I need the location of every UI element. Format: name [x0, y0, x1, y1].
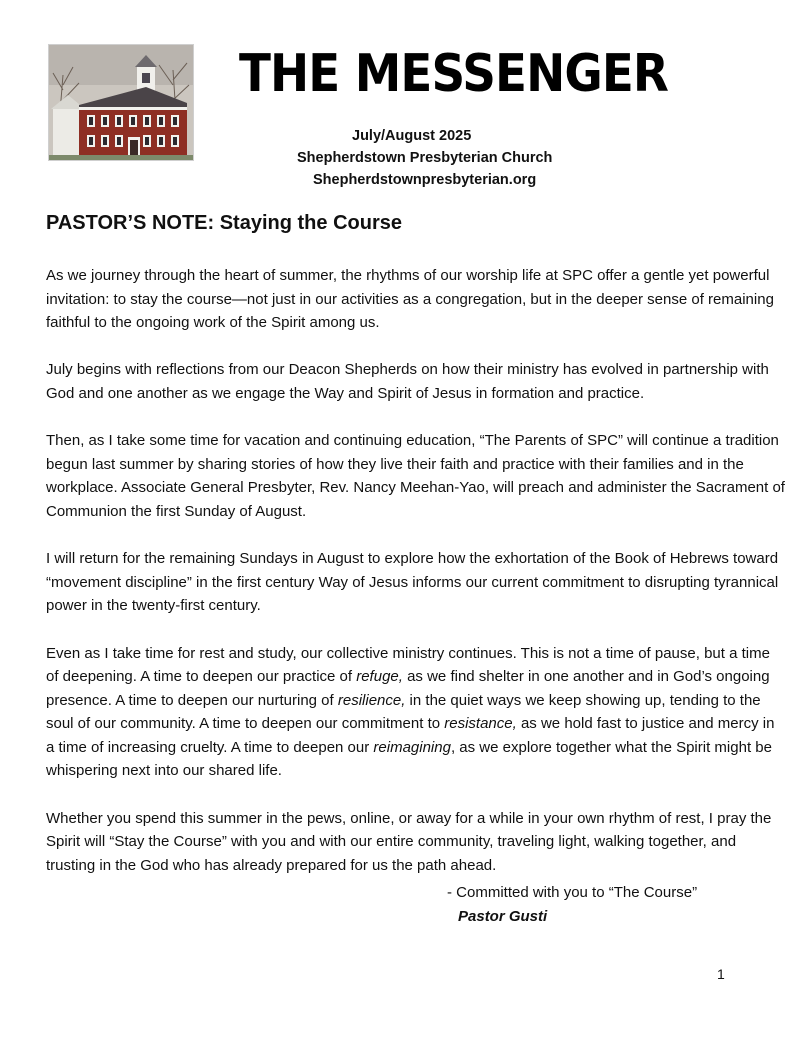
article-headline: PASTOR’S NOTE: Staying the Course: [46, 212, 402, 234]
church-photo: [48, 44, 194, 161]
paragraph-july: July begins with reflections from our Deacon Shepherds on how their ministry has evolved in partnership with God and one another as we engage the Way and Spirit of Jesus in formation and practice.: [46, 361, 769, 402]
paragraph-blessing: Whether you spend this summer in the pews, online, or away for a while in your own rhythm of rest, I pray the Spirit will “Stay the Course” with you and with our entire community, traveling light, walking together, and trusting in the God who has already prepared for us the path ahead.: [46, 809, 772, 874]
masthead-title: THE MESSENGER: [239, 44, 669, 104]
paragraph-august: I will return for the remaining Sundays in August to explore how the exhortation of the Book of Hebrews toward “movement discipline” in the first century Way of Jesus informs our current commitment to disrupting tyrannical power in the twenty-first century.: [46, 550, 779, 615]
paragraph-deepening: [46, 642, 786, 784]
emphasis-resilience: resilience,: [337, 691, 406, 709]
deepening-text-3: in the quiet ways we keep showing up, tending to the soul of our community. A time to deepen our commitment to: [46, 691, 761, 733]
emphasis-resistance: resistance,: [444, 715, 517, 733]
pastor-signature: Pastor Gusti: [458, 908, 548, 925]
deepening-text-2: as we find shelter in one another and in God’s ongoing presence. A time to deepen our nurturing of: [46, 668, 770, 709]
church-name: Shepherdstown Presbyterian Church: [297, 150, 553, 166]
paragraph-intro: As we journey through the heart of summer, the rhythms of our worship life at SPC offer a gentle yet powerful invitation: to stay the course—not just in our activities as a congregation, but in the deeper sense of remaining faithful to the ongoing work of the Spirit among us.: [46, 267, 774, 332]
church-website: Shepherdstownpresbyterian.org: [313, 172, 537, 188]
deepening-text-5: , as we explore together what the Spirit might be whispering next into our shared life.: [46, 738, 772, 780]
emphasis-reimagining: reimagining: [373, 738, 451, 756]
closing-line: - Committed with you to “The Course”: [447, 884, 698, 901]
emphasis-refuge: refuge,: [356, 668, 403, 686]
article-body: [46, 264, 786, 901]
deepening-text-4: as we hold fast to justice and mercy in a time of increasing cruelty. A time to deepen our: [46, 715, 775, 756]
issue-date: July/August 2025: [352, 128, 472, 144]
paragraph-vacation: Then, as I take some time for vacation and continuing education, “The Parents of SPC” will continue a tradition begun last summer by sharing stories of how they live their faith and practice with their families and in the workplace. Associate General Presbyter, Rev. Nancy Meehan-Yao, will preach and administer the Sacrament of Communion the first Sunday of August.: [46, 432, 785, 520]
page-number: 1: [717, 966, 725, 982]
deepening-text-1: Even as I take time for rest and study, our collective ministry continues. This is not a time of pause, but a time of deepening. A time to deepen our practice of: [46, 644, 770, 686]
church-building-icon: [49, 45, 193, 160]
